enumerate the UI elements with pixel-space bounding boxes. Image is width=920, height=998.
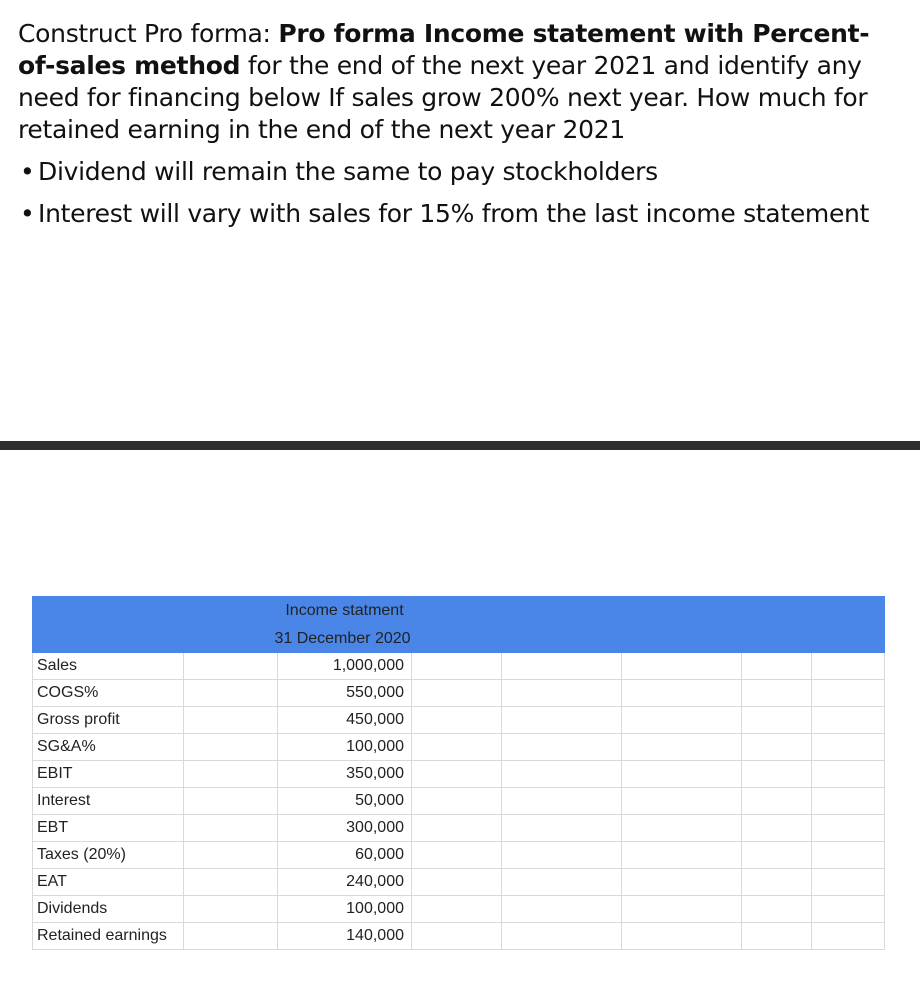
empty-cell[interactable] (742, 896, 812, 923)
empty-cell[interactable] (502, 788, 622, 815)
row-value[interactable]: 300,000 (278, 815, 412, 842)
bullet-text: Dividend will remain the same to pay stockholders (38, 157, 658, 186)
empty-cell[interactable] (184, 707, 278, 734)
row-label[interactable]: Retained earnings (33, 923, 184, 950)
empty-cell[interactable] (812, 896, 885, 923)
question-text (18, 18, 898, 240)
empty-cell[interactable] (502, 869, 622, 896)
header-cell[interactable] (622, 597, 742, 625)
empty-cell[interactable] (412, 923, 502, 950)
empty-cell[interactable] (412, 815, 502, 842)
empty-cell[interactable] (502, 896, 622, 923)
empty-cell[interactable] (412, 842, 502, 869)
empty-cell[interactable] (502, 707, 622, 734)
empty-cell[interactable] (184, 734, 278, 761)
table-row (33, 788, 885, 815)
empty-cell[interactable] (412, 680, 502, 707)
row-label[interactable]: COGS% (33, 680, 184, 707)
empty-cell[interactable] (184, 680, 278, 707)
empty-cell[interactable] (812, 761, 885, 788)
empty-cell[interactable] (184, 842, 278, 869)
empty-cell[interactable] (812, 788, 885, 815)
row-label[interactable]: Interest (33, 788, 184, 815)
empty-cell[interactable] (184, 923, 278, 950)
table-row (33, 680, 885, 707)
header-cell[interactable] (742, 625, 812, 653)
row-label[interactable]: EBT (33, 815, 184, 842)
empty-cell[interactable] (812, 653, 885, 680)
bullet-list (18, 156, 898, 230)
row-value[interactable]: 60,000 (278, 842, 412, 869)
empty-cell[interactable] (622, 734, 742, 761)
row-value[interactable]: 140,000 (278, 923, 412, 950)
header-cell[interactable] (502, 597, 622, 625)
header-title[interactable]: Income statment (184, 597, 502, 625)
divider-bar (0, 441, 920, 450)
bullet-icon: • (20, 199, 35, 228)
row-value[interactable]: 240,000 (278, 869, 412, 896)
table-row (33, 761, 885, 788)
empty-cell[interactable] (502, 842, 622, 869)
table-row (33, 707, 885, 734)
empty-cell[interactable] (742, 707, 812, 734)
header-cell[interactable] (33, 597, 184, 625)
row-value[interactable]: 100,000 (278, 734, 412, 761)
header-row (33, 625, 885, 653)
header-cell[interactable] (742, 597, 812, 625)
empty-cell[interactable] (742, 680, 812, 707)
empty-cell[interactable] (622, 842, 742, 869)
row-label[interactable]: SG&A% (33, 734, 184, 761)
row-label[interactable]: Taxes (20%) (33, 842, 184, 869)
header-cell[interactable] (502, 625, 622, 653)
empty-cell[interactable] (502, 761, 622, 788)
empty-cell[interactable] (812, 923, 885, 950)
empty-cell[interactable] (742, 923, 812, 950)
table-row (33, 923, 885, 950)
table-row (33, 653, 885, 680)
header-cell[interactable] (812, 625, 885, 653)
empty-cell[interactable] (502, 653, 622, 680)
header-cell[interactable] (812, 597, 885, 625)
empty-cell[interactable] (812, 707, 885, 734)
row-label[interactable]: Sales (33, 653, 184, 680)
table-row (33, 842, 885, 869)
bullet-icon: • (20, 157, 35, 186)
empty-cell[interactable] (742, 788, 812, 815)
empty-cell[interactable] (622, 896, 742, 923)
row-label[interactable]: EBIT (33, 761, 184, 788)
empty-cell[interactable] (412, 734, 502, 761)
empty-cell[interactable] (184, 788, 278, 815)
empty-cell[interactable] (812, 815, 885, 842)
row-label[interactable]: EAT (33, 869, 184, 896)
header-cell[interactable] (622, 625, 742, 653)
empty-cell[interactable] (622, 653, 742, 680)
row-value[interactable]: 50,000 (278, 788, 412, 815)
empty-cell[interactable] (812, 842, 885, 869)
empty-cell[interactable] (184, 653, 278, 680)
empty-cell[interactable] (412, 896, 502, 923)
bullet-text: Interest will vary with sales for 15% from the last income statement (38, 199, 870, 228)
empty-cell[interactable] (412, 788, 502, 815)
empty-cell[interactable] (184, 896, 278, 923)
empty-cell[interactable] (184, 815, 278, 842)
empty-cell[interactable] (742, 653, 812, 680)
empty-cell[interactable] (742, 842, 812, 869)
empty-cell[interactable] (184, 761, 278, 788)
empty-cell[interactable] (184, 869, 278, 896)
empty-cell[interactable] (622, 788, 742, 815)
empty-cell[interactable] (502, 815, 622, 842)
empty-cell[interactable] (622, 923, 742, 950)
income-statement-table (32, 596, 885, 950)
empty-cell[interactable] (742, 869, 812, 896)
table-row (33, 734, 885, 761)
header-date[interactable]: 31 December 2020 (184, 625, 502, 653)
question-rest: for the end of the next year 2021 and identify any need for financing below If sales grow 200% next year. How much for retained earning in the end of the next year 2021 (18, 51, 868, 144)
empty-cell[interactable] (622, 707, 742, 734)
empty-cell[interactable] (812, 734, 885, 761)
spreadsheet (32, 596, 885, 950)
empty-cell[interactable] (742, 734, 812, 761)
header-row (33, 597, 885, 625)
empty-cell[interactable] (502, 923, 622, 950)
empty-cell[interactable] (502, 734, 622, 761)
table-row (33, 896, 885, 923)
empty-cell[interactable] (502, 680, 622, 707)
row-value[interactable]: 100,000 (278, 896, 412, 923)
empty-cell[interactable] (412, 653, 502, 680)
question-intro: Construct Pro forma: (18, 19, 279, 48)
question-paragraph (18, 18, 898, 146)
empty-cell[interactable] (812, 680, 885, 707)
row-value[interactable]: 450,000 (278, 707, 412, 734)
empty-cell[interactable] (622, 815, 742, 842)
empty-cell[interactable] (412, 869, 502, 896)
row-value[interactable]: 1,000,000 (278, 653, 412, 680)
bullet-item (18, 156, 898, 188)
empty-cell[interactable] (622, 761, 742, 788)
bullet-item (18, 198, 898, 230)
table-row (33, 869, 885, 896)
empty-cell[interactable] (622, 869, 742, 896)
row-label[interactable]: Dividends (33, 896, 184, 923)
empty-cell[interactable] (812, 869, 885, 896)
row-label[interactable]: Gross profit (33, 707, 184, 734)
empty-cell[interactable] (742, 815, 812, 842)
header-cell[interactable] (33, 625, 184, 653)
empty-cell[interactable] (742, 761, 812, 788)
row-value[interactable]: 550,000 (278, 680, 412, 707)
empty-cell[interactable] (622, 680, 742, 707)
question-bold-heading: Pro forma Income statement with Percent-of-sales method (18, 19, 870, 80)
row-value[interactable]: 350,000 (278, 761, 412, 788)
empty-cell[interactable] (412, 761, 502, 788)
table-row (33, 815, 885, 842)
empty-cell[interactable] (412, 707, 502, 734)
